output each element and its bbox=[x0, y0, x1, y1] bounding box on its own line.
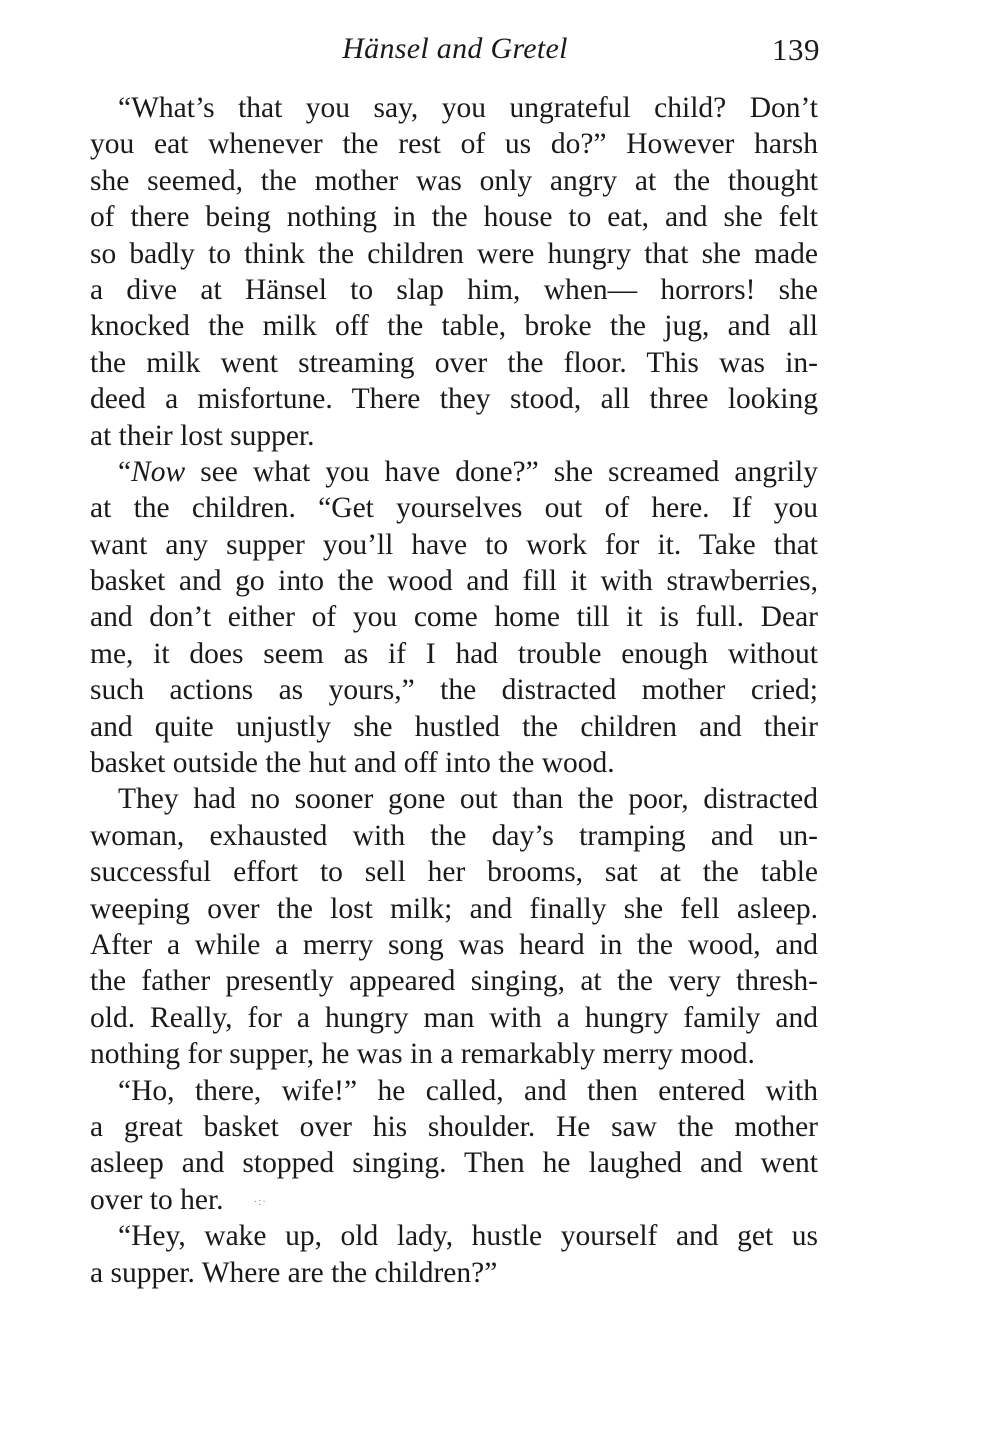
open-quote: “ bbox=[118, 455, 132, 488]
page-number: 139 bbox=[772, 32, 820, 67]
text-line: successful effort to sell her brooms, sat at the table bbox=[90, 856, 818, 889]
text-line: the milk went streaming over the floor. This was in- bbox=[90, 346, 818, 379]
text-line: and quite unjustly she hustled the children and their bbox=[90, 710, 818, 743]
text-line: me, it does seem as if I had trouble enough without bbox=[90, 637, 818, 670]
text-line: deed a misfortune. There they stood, all three looking bbox=[90, 383, 818, 416]
text-line: at the children. “Get yourselves out of here. If you bbox=[90, 492, 818, 525]
text-line: knocked the milk off the table, broke the jug, and all bbox=[90, 310, 818, 343]
text-line: “Ho, there, wife!” he called, and then entered with bbox=[118, 1074, 818, 1107]
text-line: old. Really, for a hungry man with a hungry family and bbox=[90, 1001, 818, 1034]
text-line: want any supper you’ll have to work for it. Take that bbox=[90, 528, 818, 561]
text-line: basket outside the hut and off into the wood. bbox=[90, 747, 615, 780]
text-line: “Hey, wake up, old lady, hustle yourself and get us bbox=[118, 1220, 818, 1253]
text-line: weeping over the lost milk; and finally she fell asleep. bbox=[90, 892, 818, 925]
text-line: a great basket over his shoulder. He saw the mother bbox=[90, 1110, 818, 1143]
body-text bbox=[90, 90, 818, 1291]
text-line: at their lost supper. bbox=[90, 419, 315, 452]
text-line: nothing for supper, he was in a remarkably merry mood. bbox=[90, 1038, 755, 1071]
text-line: such actions as yours,” the distracted mother cried; bbox=[90, 674, 818, 707]
text-line: she seemed, the mother was only angry at the thought bbox=[90, 164, 818, 197]
text-line: woman, exhausted with the day’s tramping and un- bbox=[90, 819, 818, 852]
emphasized-word: Now bbox=[131, 455, 186, 488]
text-line: so badly to think the children were hungry that she made bbox=[90, 237, 818, 270]
text-line: a supper. Where are the children?” bbox=[90, 1256, 498, 1289]
text-line: After a while a merry song was heard in the wood, and bbox=[90, 928, 818, 961]
text-line: and don’t either of you come home till it is full. Dear bbox=[90, 601, 818, 634]
text-line: of there being nothing in the house to eat, and she felt bbox=[90, 201, 818, 234]
text-line: basket and go into the wood and fill it with strawberries, bbox=[90, 565, 818, 598]
text-line: the father presently appeared singing, at the very thresh- bbox=[90, 965, 818, 998]
text-line: a dive at Hänsel to slap him, when— horrors! she bbox=[90, 273, 818, 306]
text-line: you eat whenever the rest of us do?” However harsh bbox=[90, 128, 818, 161]
text-line-rest: see what you have done?” she screamed angrily bbox=[200, 455, 818, 488]
stray-print-mark: ·:· bbox=[253, 1195, 267, 1208]
text-line: asleep and stopped singing. Then he laughed and went bbox=[90, 1147, 818, 1180]
running-head bbox=[90, 28, 820, 74]
text-line: over to her. bbox=[90, 1183, 224, 1216]
text-line-emphasis bbox=[90, 454, 818, 490]
running-title: Hänsel and Gretel bbox=[342, 32, 568, 65]
text-line: They had no sooner gone out than the poor, distracted bbox=[118, 783, 818, 816]
text-line: “What’s that you say, you ungrateful child? Don’t bbox=[118, 92, 818, 124]
text-line-with-mark bbox=[90, 1182, 818, 1218]
